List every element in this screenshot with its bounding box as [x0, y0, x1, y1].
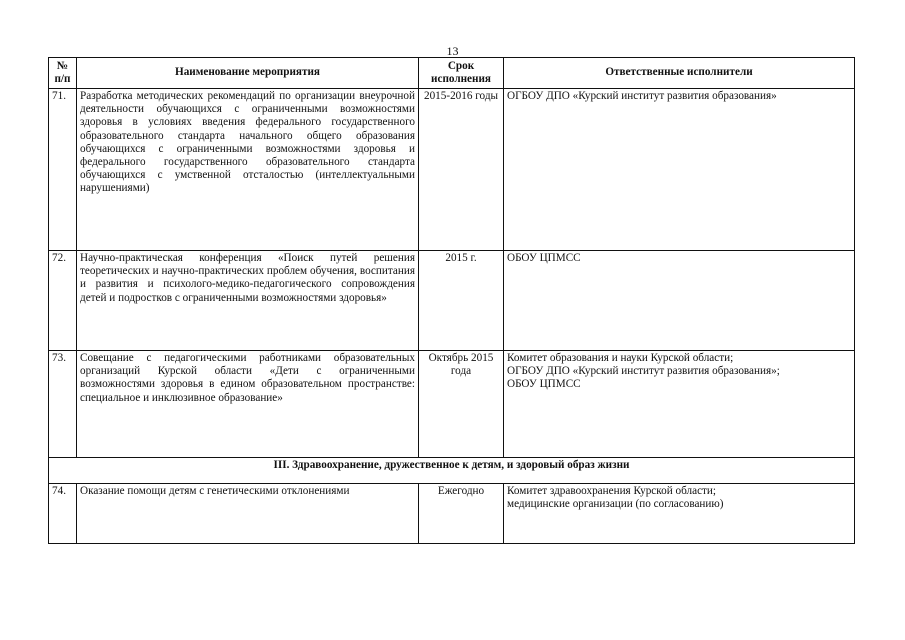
events-table	[48, 57, 855, 544]
table-row	[49, 251, 855, 351]
event-name: Оказание помощи детям с генетическими отклонениями	[77, 484, 419, 544]
section-title: III. Здравоохранение, дружественное к детям, и здоровый образ жизни	[49, 458, 855, 484]
responsible-line: медицинские организации (по согласованию)	[507, 498, 724, 511]
section-row	[49, 458, 855, 484]
table-row	[49, 484, 855, 544]
responsible-line: ОБОУ ЦПМСС	[507, 252, 581, 264]
table-row	[49, 351, 855, 458]
responsible-cell	[504, 89, 855, 251]
responsible-line: Комитет здравоохранения Курской области;	[507, 485, 717, 497]
page-number: 13	[446, 44, 459, 58]
row-number: 73.	[49, 351, 77, 458]
table-header-row	[49, 58, 855, 89]
responsible-line: ОГБОУ ДПО «Курский институт развития образования»	[507, 90, 777, 102]
event-name: Разработка методических рекомендаций по организации внеурочной деятельности обучающихся с ограниченными возможностями здоровья в условиях введения федерального государственного образовательного стандарта начального общего образования обучающихся с ограниченными возможностями здоровья и федерального государственного образовательного стандарта обучающихся с умственной отсталостью (интеллектуальными нарушениями)	[77, 89, 419, 251]
event-name: Совещание с педагогическими работниками образовательных организаций Курской области «Дети с ограниченными возможностями здоровья в едином образовательном пространстве: специальное и инклюзивное образование»	[77, 351, 419, 458]
deadline: Октябрь 2015 года	[419, 351, 504, 458]
responsible-cell	[504, 484, 855, 544]
responsible-line: ОБОУ ЦПМСС	[507, 378, 581, 391]
header-number: № п/п	[49, 58, 77, 89]
deadline: 2015 г.	[419, 251, 504, 351]
table-row	[49, 89, 855, 251]
responsible-cell	[504, 351, 855, 458]
header-event-name: Наименование мероприятия	[77, 58, 419, 89]
responsible-line: Комитет образования и науки Курской области;	[507, 352, 734, 364]
responsible-cell	[504, 251, 855, 351]
row-number: 74.	[49, 484, 77, 544]
header-deadline: Срок исполнения	[419, 58, 504, 89]
deadline: Ежегодно	[419, 484, 504, 544]
deadline: 2015-2016 годы	[419, 89, 504, 251]
row-number: 72.	[49, 251, 77, 351]
row-number: 71.	[49, 89, 77, 251]
event-name: Научно-практическая конференция «Поиск путей решения теоретических и научно-практических проблем обучения, воспитания и развития и психолого-медико-педагогического сопровождения детей и подростков с ограниченными возможностями здоровья»	[77, 251, 419, 351]
header-responsible: Ответственные исполнители	[504, 58, 855, 89]
responsible-line: ОГБОУ ДПО «Курский институт развития образования»;	[507, 365, 780, 378]
